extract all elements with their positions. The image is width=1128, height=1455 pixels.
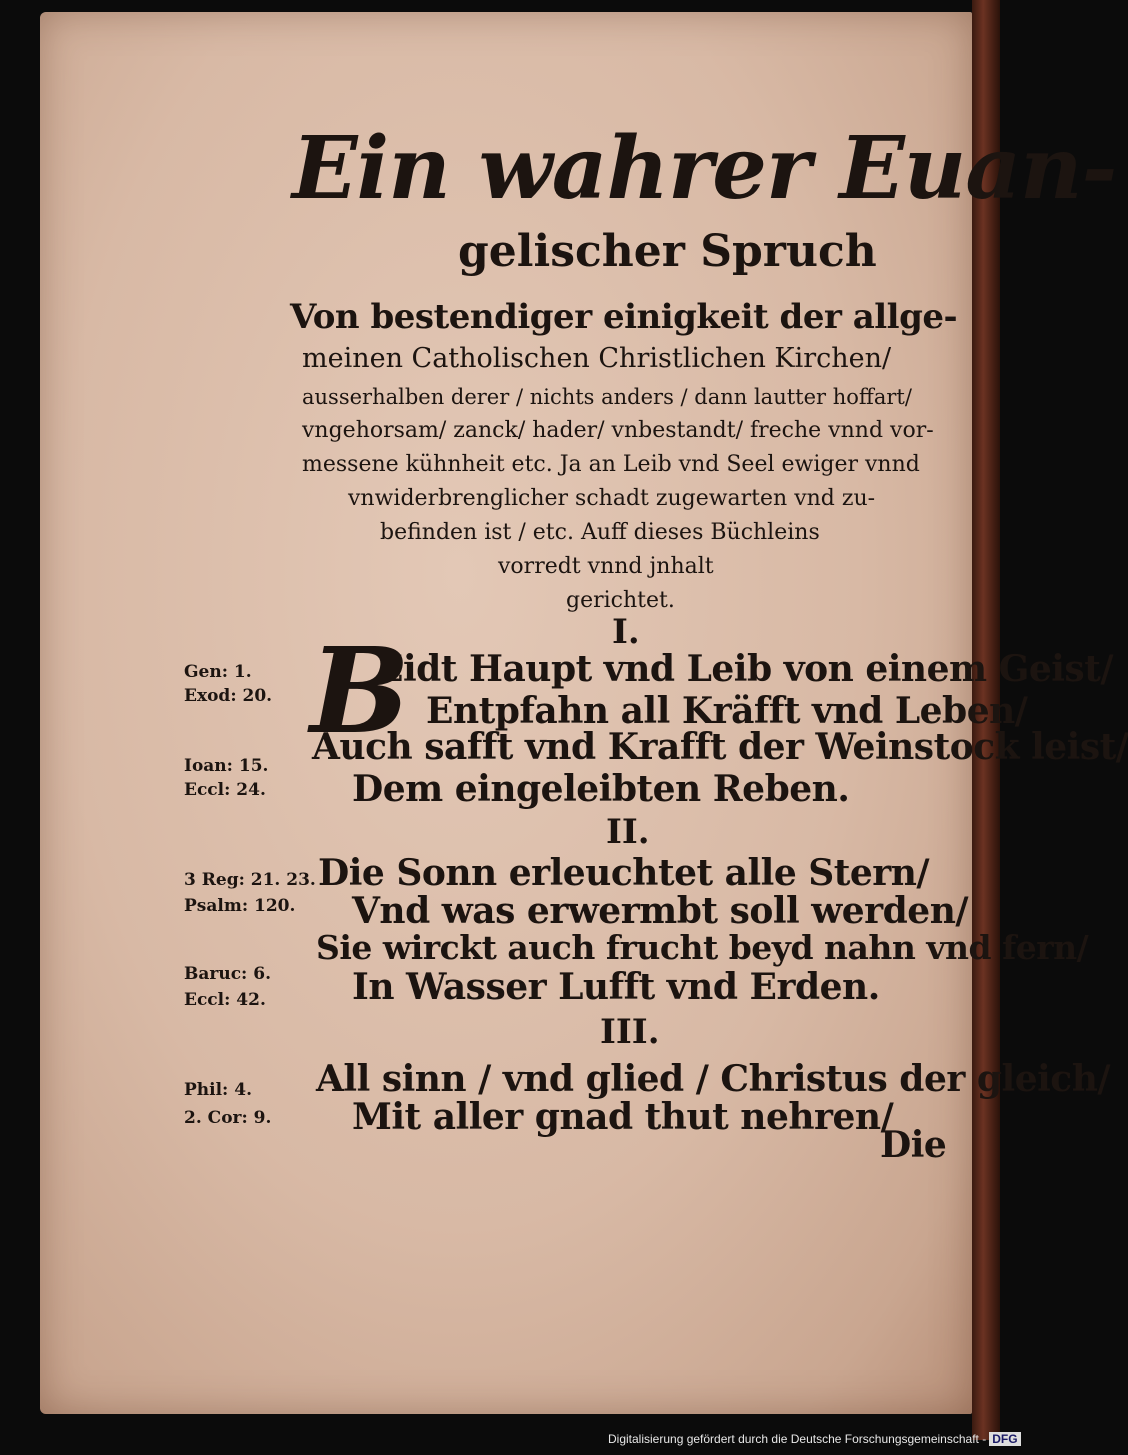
subtitle-line: vngehorsam/ zanck/ hader/ vnbestandt/ freche vnnd vor- [302,418,934,443]
verse-line: Entpfahn all Kräfft vnd Leben/ [426,690,1028,732]
verse-line: In Wasser Lufft vnd Erden. [352,966,880,1008]
subtitle-line: meinen Catholischen Christlichen Kirchen/ [302,343,892,374]
verse-line: Mit aller gnad thut nehren/ [352,1096,894,1138]
margin-note: Eccl: 24. [184,780,266,800]
margin-note: 3 Reg: 21. 23. [184,870,316,890]
verse-line: Sie wirckt auch frucht beyd nahn vnd fern/ [316,928,1089,967]
margin-note: Exod: 20. [184,686,273,706]
subtitle-line: befinden ist / etc. Auff dieses Büchleins [380,520,820,545]
subtitle-line: ausserhalben derer / nichts anders / dann lautter hoffart/ [302,385,912,409]
drop-cap: B [310,621,410,760]
title-line-1: Ein wahrer Euan- [292,118,1117,219]
verse-line: Dem eingeleibten Reben. [352,768,850,810]
verse-line: Eidt Haupt vnd Leib von einem Geist/ [376,648,1113,690]
margin-note: Phil: 4. [184,1080,252,1100]
subtitle-line: vorredt vnnd jnhalt [498,554,714,579]
footer-text: Digitalisierung gefördert durch die Deutsche Forschungsgemeinschaft - [608,1432,987,1446]
subtitle-line: Von bestendiger einigkeit der allge- [290,297,958,337]
stanza-numeral: I. [612,612,640,652]
subtitle-line: messene kühnheit etc. Ja an Leib vnd Seel ewiger vnnd [302,452,920,477]
margin-note: Eccl: 42. [184,990,266,1010]
funding-footer [608,1432,1021,1446]
stanza-numeral: II. [606,812,650,852]
stanza-numeral: III. [600,1012,660,1052]
margin-note: 2. Cor: 9. [184,1108,272,1128]
margin-note: Ioan: 15. [184,756,269,776]
subtitle-line: vnwiderbrenglicher schadt zugewarten vnd zu- [348,486,876,511]
verse-line: All sinn / vnd glied / Christus der gleich/ [316,1058,1111,1100]
catchword: Die [880,1124,947,1166]
verse-line: Vnd was erwermbt soll werden/ [352,890,969,932]
margin-note: Psalm: 120. [184,896,296,916]
verse-line: Die Sonn erleuchtet alle Stern/ [318,852,930,894]
margin-note: Gen: 1. [184,662,252,682]
title-line-2: gelischer Spruch [458,226,877,277]
dfg-logo: DFG [989,1432,1020,1446]
margin-note: Baruc: 6. [184,964,271,984]
subtitle-line: gerichtet. [566,588,675,613]
verse-line: Auch safft vnd Krafft der Weinstock leist/ [312,726,1128,768]
